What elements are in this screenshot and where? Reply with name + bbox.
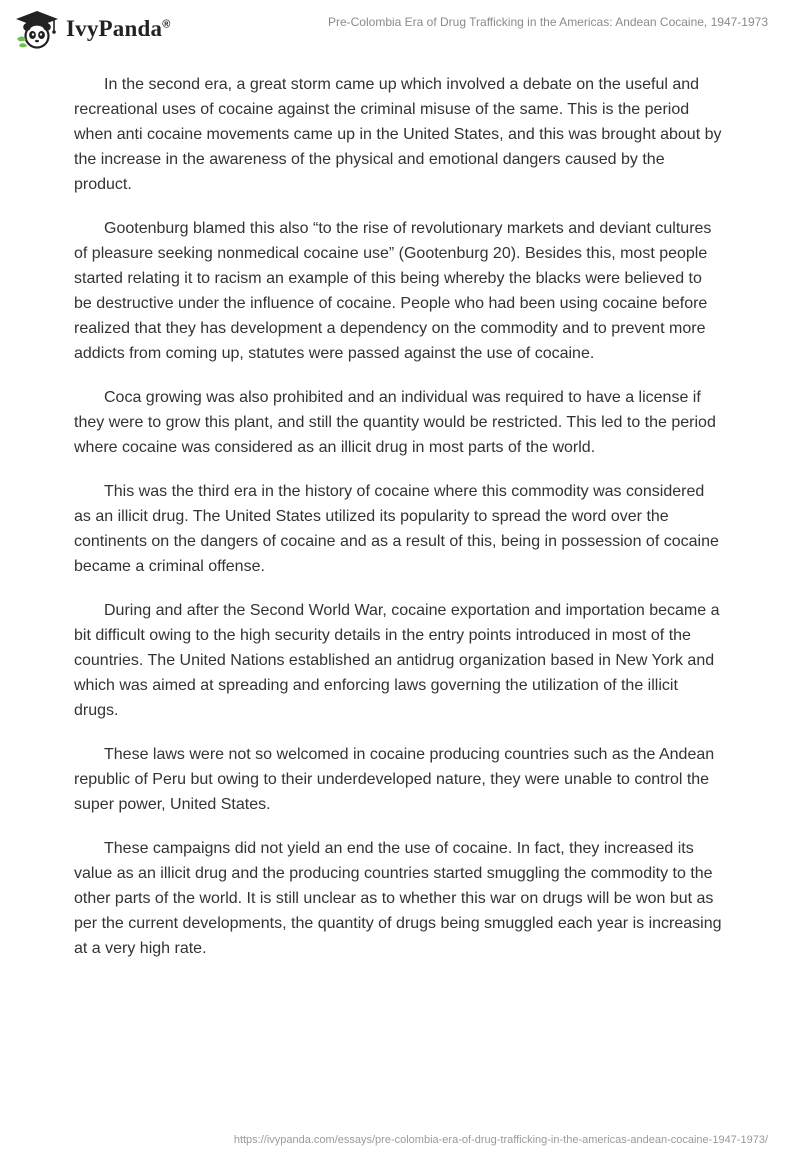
- paragraph-3: Coca growing was also prohibited and an individual was required to have a license if they were to grow this plant, and still the quantity would be restricted. This led to the period where cocaine was considered as an illicit drug in most parts of the world.: [74, 389, 716, 456]
- footer-source-link[interactable]: https://ivypanda.com/essays/pre-colombia-era-of-drug-trafficking-in-the-americas-andean-cocaine-1947-1973/: [233, 1134, 768, 1146]
- registered-mark: ®: [162, 18, 171, 31]
- paragraph-6: These laws were not so welcomed in cocaine producing countries such as the Andean republic of Peru but owing to their underdeveloped nature, they were unable to control the super power, United States.: [74, 746, 715, 813]
- document-title: Pre-Colombia Era of Drug Trafficking in the Americas: Andean Cocaine, 1947-1973: [327, 15, 768, 29]
- brand-name: [66, 16, 171, 42]
- paragraph-7: These campaigns did not yield an end the use of cocaine. In fact, they increased its value as an illicit drug and the producing countries started smuggling the commodity to the other parts of the world. It is still unclear as to whether this war on drugs will be won but as per the current developments, the quantity of drugs being smuggled each year is increasing at a very high rate.: [74, 840, 722, 957]
- ivypanda-logo[interactable]: [14, 9, 171, 49]
- page-header: [0, 0, 800, 60]
- paragraph-1: In the second era, a great storm came up which involved a debate on the useful and recreational uses of cocaine against the criminal misuse of the same. This is the period when anti cocaine movements came up in the United States, and this was brought about by the increase in the awareness of the physical and emotional dangers caused by the product.: [74, 76, 722, 193]
- paragraph-2: Gootenburg blamed this also “to the rise of revolutionary markets and deviant cultures of pleasure seeking nonmedical cocaine use” (Gootenburg 20). Besides this, most people started relating it to racism an example of this being whereby the blacks were believed to be destructive under the influence of cocaine. People who had been using cocaine before realized that they has development a dependency on the commodity and to prevent more addicts from coming up, statutes were passed against the use of cocaine.: [74, 220, 712, 362]
- paragraph-5: During and after the Second World War, cocaine exportation and importation became a bit difficult owing to the high security details in the entry points introduced in most of the countries. The United Nations established an antidrug organization based in New York and which was aimed at spreading and enforcing laws governing the utilization of the illicit drugs.: [74, 602, 720, 719]
- brand-text: IvyPanda: [66, 16, 163, 41]
- essay-body: [74, 72, 724, 980]
- panda-graduate-icon: [14, 9, 60, 49]
- paragraph-4: This was the third era in the history of cocaine where this commodity was considered as an illicit drug. The United States utilized its popularity to spread the word over the continents on the dangers of cocaine and as a result of this, being in possession of cocaine became a criminal offense.: [74, 483, 719, 575]
